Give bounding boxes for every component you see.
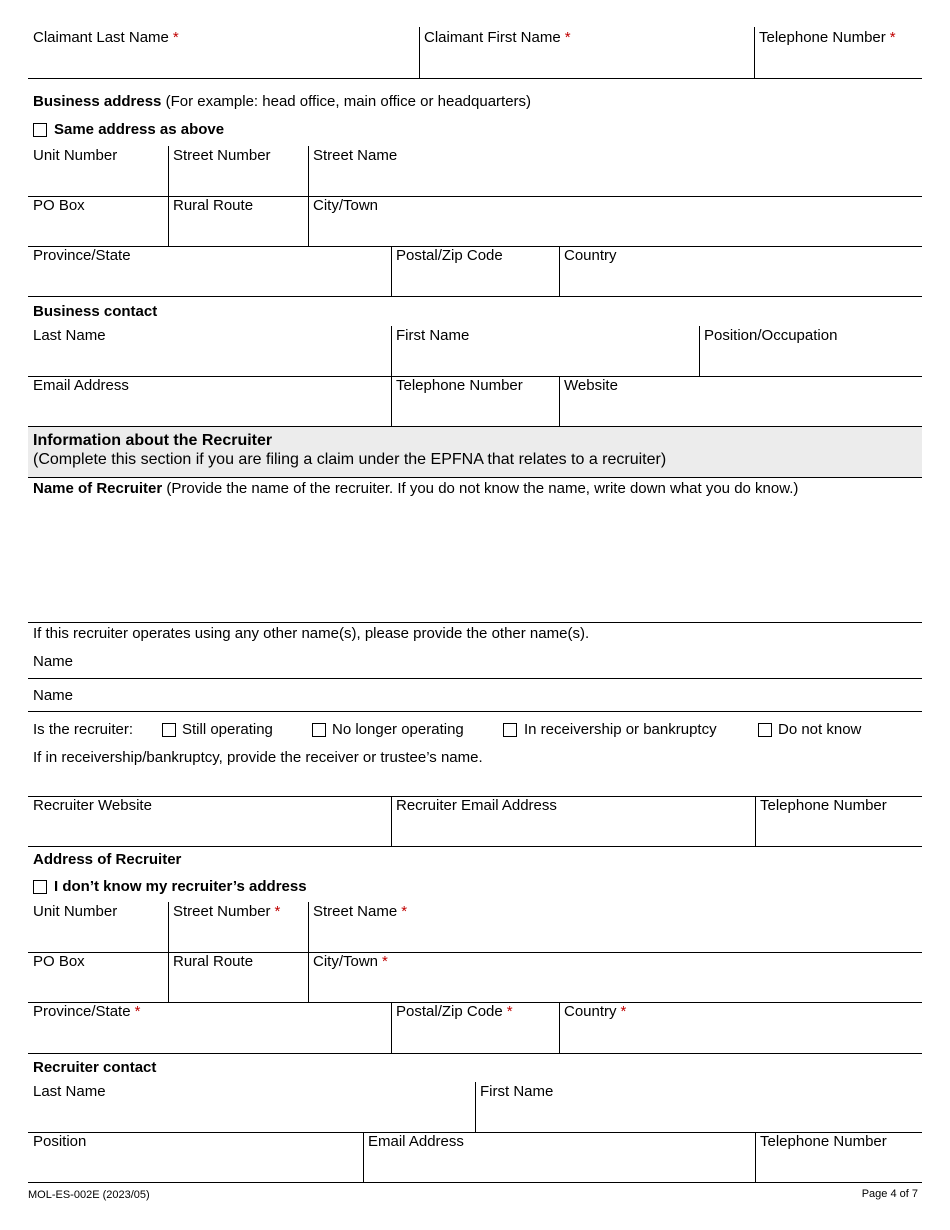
business-contact-heading: Business contact: [33, 303, 158, 320]
business-contact-last-name-field[interactable]: [28, 346, 388, 374]
business-contact-telephone-label: Telephone Number: [396, 377, 523, 394]
status-no-longer-operating-checkbox[interactable]: [312, 723, 326, 737]
recruiter-section-title: Information about the Recruiter: [33, 432, 273, 449]
business-unit-number-field[interactable]: [28, 166, 166, 194]
same-address-checkbox[interactable]: [33, 123, 47, 137]
recruiter-contact-telephone-label: Telephone Number: [760, 1133, 887, 1150]
recruiter-postal-code-field[interactable]: [393, 1022, 557, 1050]
recruiter-contact-position-label: Position: [33, 1133, 87, 1150]
recruiter-city-town-field[interactable]: [310, 972, 920, 1000]
recruiter-contact-last-name-field[interactable]: [28, 1102, 472, 1130]
form-id: MOL-ES-002E (2023/05): [28, 1189, 150, 1201]
business-address-heading: Business address (For example: head office, main office or headquarters): [33, 93, 532, 110]
recruiter-name-field[interactable]: [28, 500, 920, 620]
recruiter-contact-email-field[interactable]: [365, 1152, 753, 1180]
business-province-field[interactable]: [28, 266, 388, 294]
recruiter-country-field[interactable]: [561, 1022, 920, 1050]
business-contact-email-label: Email Address: [33, 377, 129, 394]
business-city-town-label: City/Town: [313, 197, 379, 214]
business-city-town-field[interactable]: [310, 216, 920, 244]
recruiter-province-field[interactable]: [28, 1022, 388, 1050]
claimant-telephone-field[interactable]: [756, 48, 920, 76]
recruiter-postal-code-label: Postal/Zip Code *: [396, 1003, 513, 1020]
recruiter-country-label: Country *: [564, 1003, 627, 1020]
business-contact-first-name-label: First Name: [396, 327, 470, 344]
recruiter-address-heading: Address of Recruiter: [33, 851, 182, 868]
status-no-longer-operating-label: No longer operating: [332, 721, 464, 738]
business-contact-website-label: Website: [564, 377, 618, 394]
recruiter-contact-heading: Recruiter contact: [33, 1059, 157, 1076]
status-do-not-know-label: Do not know: [778, 721, 862, 738]
status-receivership-label: In receivership or bankruptcy: [524, 721, 717, 738]
recruiter-website-label: Recruiter Website: [33, 797, 152, 814]
business-unit-number-label: Unit Number: [33, 147, 118, 164]
business-po-box-label: PO Box: [33, 197, 85, 214]
recruiter-po-box-label: PO Box: [33, 953, 85, 970]
business-province-label: Province/State: [33, 247, 131, 264]
other-name-2-field[interactable]: [80, 682, 920, 708]
recruiter-email-field[interactable]: [393, 816, 753, 844]
business-contact-position-field[interactable]: [701, 346, 920, 374]
business-country-label: Country: [564, 247, 617, 264]
business-postal-code-label: Postal/Zip Code: [396, 247, 503, 264]
recruiter-rural-route-field[interactable]: [170, 972, 306, 1000]
recruiter-name-label: Name of Recruiter (Provide the name of the recruiter. If you do not know the name, write down what you do know.): [33, 480, 799, 497]
recruiter-po-box-field[interactable]: [28, 972, 166, 1000]
claimant-last-name-field[interactable]: [28, 48, 416, 76]
recruiter-contact-position-field[interactable]: [28, 1152, 360, 1180]
recruiter-contact-first-name-field[interactable]: [477, 1102, 920, 1130]
other-names-prompt: If this recruiter operates using any other name(s), please provide the other name(s).: [33, 625, 590, 642]
other-name-1-field[interactable]: [80, 650, 920, 676]
claimant-telephone-label: Telephone Number *: [759, 29, 896, 46]
status-receivership-checkbox[interactable]: [503, 723, 517, 737]
page-number: Page 4 of 7: [861, 1188, 918, 1200]
other-name-1-label: Name: [33, 653, 74, 670]
receiver-name-field[interactable]: [28, 768, 920, 794]
status-still-operating-checkbox[interactable]: [162, 723, 176, 737]
recruiter-telephone-label: Telephone Number: [760, 797, 887, 814]
recruiter-street-name-field[interactable]: [310, 922, 920, 950]
recruiter-status-prompt: Is the recruiter:: [33, 721, 134, 738]
recruiter-contact-last-name-label: Last Name: [33, 1083, 106, 1100]
business-street-number-label: Street Number: [173, 147, 271, 164]
same-address-label: Same address as above: [54, 121, 225, 138]
business-street-number-field[interactable]: [170, 166, 306, 194]
business-postal-code-field[interactable]: [393, 266, 557, 294]
business-contact-telephone-field[interactable]: [393, 396, 557, 424]
unknown-address-checkbox[interactable]: [33, 880, 47, 894]
recruiter-province-label: Province/State *: [33, 1003, 141, 1020]
business-rural-route-label: Rural Route: [173, 197, 254, 214]
receiver-prompt: If in receivership/bankruptcy, provide the receiver or trustee’s name.: [33, 749, 483, 766]
status-still-operating-label: Still operating: [182, 721, 273, 738]
business-contact-last-name-label: Last Name: [33, 327, 106, 344]
status-do-not-know-checkbox[interactable]: [758, 723, 772, 737]
business-street-name-label: Street Name: [313, 147, 398, 164]
unknown-address-label: I don’t know my recruiter’s address: [54, 878, 307, 895]
recruiter-contact-first-name-label: First Name: [480, 1083, 554, 1100]
recruiter-telephone-field[interactable]: [757, 816, 920, 844]
business-contact-website-field[interactable]: [561, 396, 920, 424]
recruiter-rural-route-label: Rural Route: [173, 953, 254, 970]
recruiter-street-number-label: Street Number *: [173, 903, 281, 920]
recruiter-website-field[interactable]: [28, 816, 388, 844]
recruiter-street-number-field[interactable]: [170, 922, 306, 950]
recruiter-city-town-label: City/Town *: [313, 953, 388, 970]
recruiter-contact-telephone-field[interactable]: [757, 1152, 920, 1180]
recruiter-unit-number-label: Unit Number: [33, 903, 118, 920]
business-street-name-field[interactable]: [310, 166, 920, 194]
claimant-last-name-label: Claimant Last Name *: [33, 29, 179, 46]
business-rural-route-field[interactable]: [170, 216, 306, 244]
recruiter-email-label: Recruiter Email Address: [396, 797, 557, 814]
business-contact-email-field[interactable]: [28, 396, 388, 424]
other-name-2-label: Name: [33, 687, 74, 704]
business-contact-first-name-field[interactable]: [393, 346, 697, 374]
recruiter-street-name-label: Street Name *: [313, 903, 408, 920]
claimant-first-name-field[interactable]: [421, 48, 751, 76]
business-country-field[interactable]: [561, 266, 920, 294]
recruiter-unit-number-field[interactable]: [28, 922, 166, 950]
recruiter-contact-email-label: Email Address: [368, 1133, 464, 1150]
claimant-first-name-label: Claimant First Name *: [424, 29, 571, 46]
business-po-box-field[interactable]: [28, 216, 166, 244]
recruiter-section-subtitle: (Complete this section if you are filing a claim under the EPFNA that relates to a recruiter): [33, 451, 667, 468]
business-contact-position-label: Position/Occupation: [704, 327, 838, 344]
